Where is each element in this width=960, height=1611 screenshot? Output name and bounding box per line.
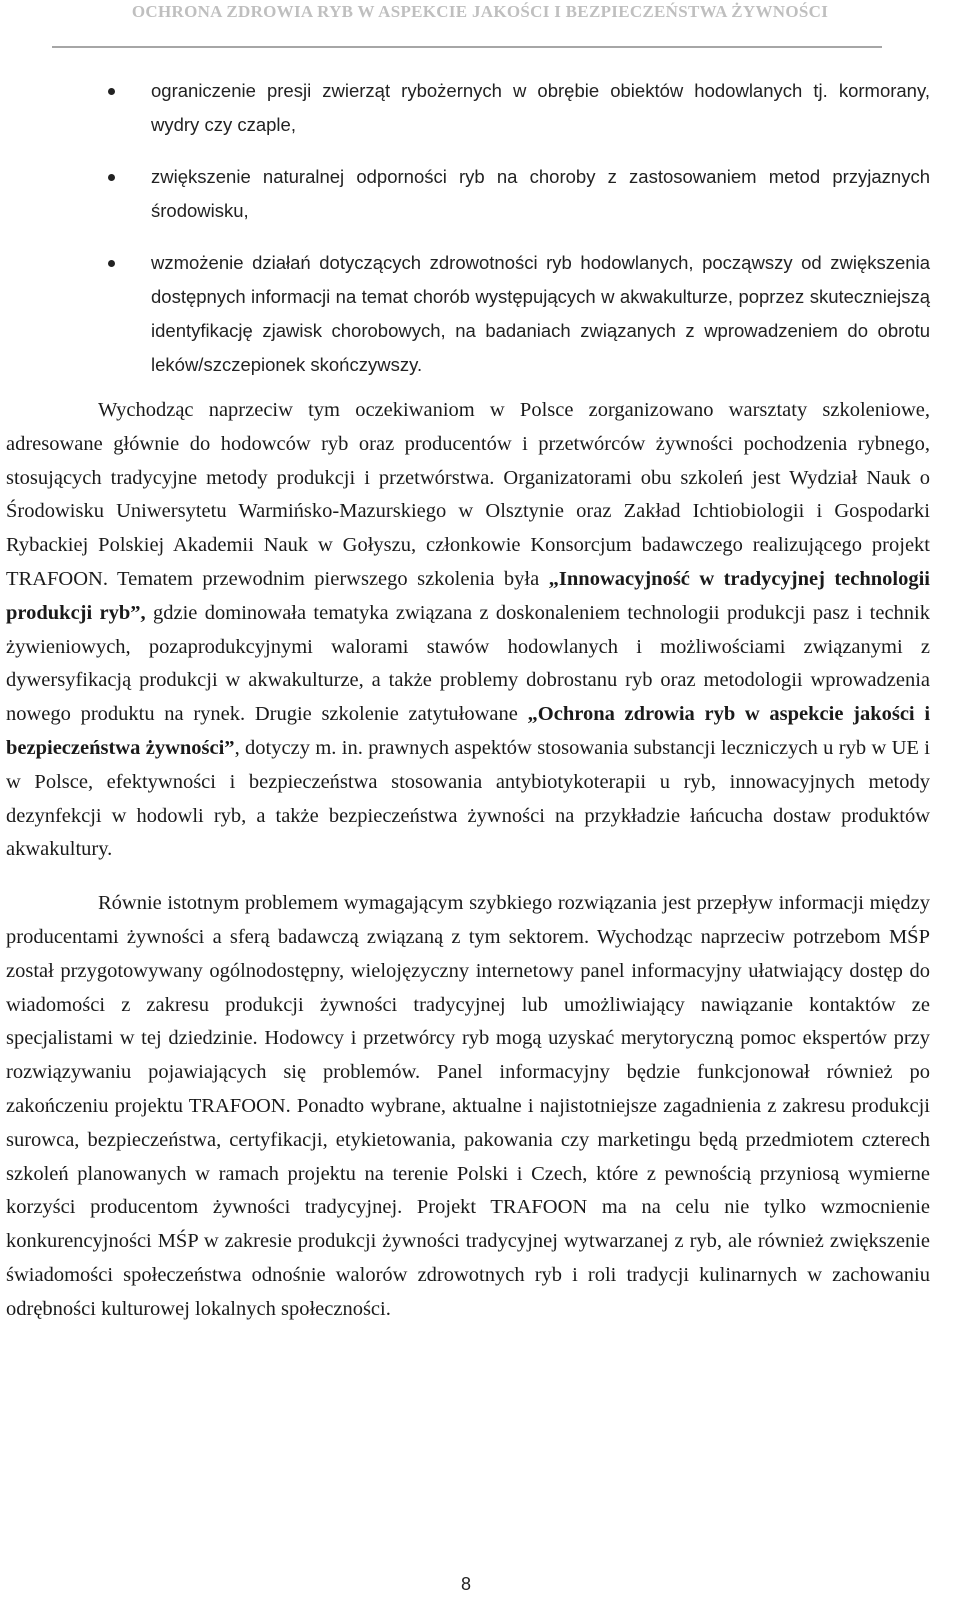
page-number: 8 <box>460 1574 471 1594</box>
paragraph-text: Wychodząc naprzeciw tym oczekiwaniom w Polsce zorganizowano warsztaty szkoleniowe, adresowane głównie do hodowców ryb oraz producentów i przetwórców żywności pochodzenia rybnego, stosujących tradycyjne metody produkcji i przetwórstwa. Organizatorami obu szkoleń jest Wydział Nauk o Środowisku Uniwersytetu Warmińsko-Mazurskiego w Olsztynie oraz Zakład Ichtiobiologii i Gospodarki Rybackiej Polskiej Akademii Nauk w Gołyszu, członkowie Konsorcjum badawczego realizującego projekt TRAFOON. Tematem przewodnim pierwszego szkolenia była <box>6 399 930 590</box>
list-item-text: ograniczenie presji zwierząt rybożernych w obrębie obiektów hodowlanych tj. kormorany, wydry czy czaple, <box>151 80 930 135</box>
list-item-text: zwiększenie naturalnej odporności ryb na choroby z zastosowaniem metod przyjaznych środowisku, <box>151 166 930 221</box>
training-title-1: „Innowacyjność w tradycyjnej technologii produkcji ryb”, <box>6 567 930 624</box>
paragraph-text: gdzie dominowała tematyka związana z doskonaleniem technologii produkcji pasz i technik żywieniowych, pozaprodukcyjnymi walorami stawów hodowlanych i możliwościami związanymi z dywersyfikacją produkcji w akwakulturze, a także problemy dobrostanu ryb oraz metodologii wprowadzenia nowego produktu na rynek. Drugie szkolenie zatytułowane <box>6 601 930 726</box>
list-item <box>6 246 930 382</box>
paragraph-information-flow: Równie istotnym problemem wymagającym szybkiego rozwiązania jest przepływ informacji między producentami żywności a sferą badawczą związaną z tym sektorem. Wychodząc naprzeciw potrzebom MŚP został przygotowywany ogólnodostępny, wielojęzyczny internetowy panel informacyjny ułatwiający dostęp do wiadomości z zakresu produkcji żywności tradycyjnej lub umożliwiający nawiązanie kontaktów ze specjalistami w tej dziedzinie. Hodowcy i przetwórcy ryb mogą uzyskać merytoryczną pomoc ekspertów przy rozwiązywaniu pojawiających się problemów. Panel informacyjny będzie funkcjonował również po zakończeniu projektu TRAFOON. Ponadto wybrane, aktualne i najistotniejsze zagadnienia z zakresu produkcji surowca, bezpieczeństwa, certyfikacji, etykietowania, pakowania czy marketingu będą przedmiotem czterech szkoleń planowanych w ramach projektu na terenie Polski i Czech, które z pewnością przyniosą wymierne korzyści producentom żywności tradycyjnej. Projekt TRAFOON ma na celu nie tylko wzmocnienie konkurencyjności MŚP w zakresie produkcji żywności tradycyjnej wytwarzanej z ryb, ale również zwiększenie świadomości społeczeństwa odnośnie walorów zdrowotnych ryb i roli tradycji kulinarnych w zachowaniu odrębności kulturowej lokalnych społeczności. <box>6 892 930 1320</box>
header-title: OCHRONA ZDROWIA RYB W ASPEKCIE JAKOŚCI I BEZPIECZEŃSTWA ŻYWNOŚCI <box>131 2 829 21</box>
header-divider <box>52 46 882 48</box>
list-item <box>6 160 930 228</box>
running-header <box>0 0 960 48</box>
bullet-icon <box>108 260 115 267</box>
page-body <box>6 74 930 1327</box>
training-title-2: „Ochrona zdrowia ryb w aspekcie jakości i bezpieczeństwa żywności” <box>6 703 931 759</box>
bullet-icon <box>108 88 115 95</box>
paragraph-text: , dotyczy m. in. prawnych aspektów stosowania substancji leczniczych u ryb w UE i w Polsce, efektywności i bezpieczeństwa stosowania antybiotykoterapii u ryb, innowacyjnych metody dezynfekcji w hodowli ryb, a także bezpieczeństwa żywności na przykładzie łańcucha dostaw produktów akwakultury. <box>6 736 931 861</box>
list-item <box>6 74 930 142</box>
list-item-text: wzmożenie działań dotyczących zdrowotności ryb hodowlanych, począwszy od zwiększenia dostępnych informacji na temat chorób występujących w akwakulturze, poprzez skuteczniejszą identyfikację zjawisk chorobowych, na badaniach związanych z wprowadzeniem do obrotu leków/szczepionek skończywszy. <box>151 252 930 375</box>
bullet-icon <box>108 174 115 181</box>
paragraph-training <box>6 394 930 867</box>
bullet-list <box>6 74 930 382</box>
